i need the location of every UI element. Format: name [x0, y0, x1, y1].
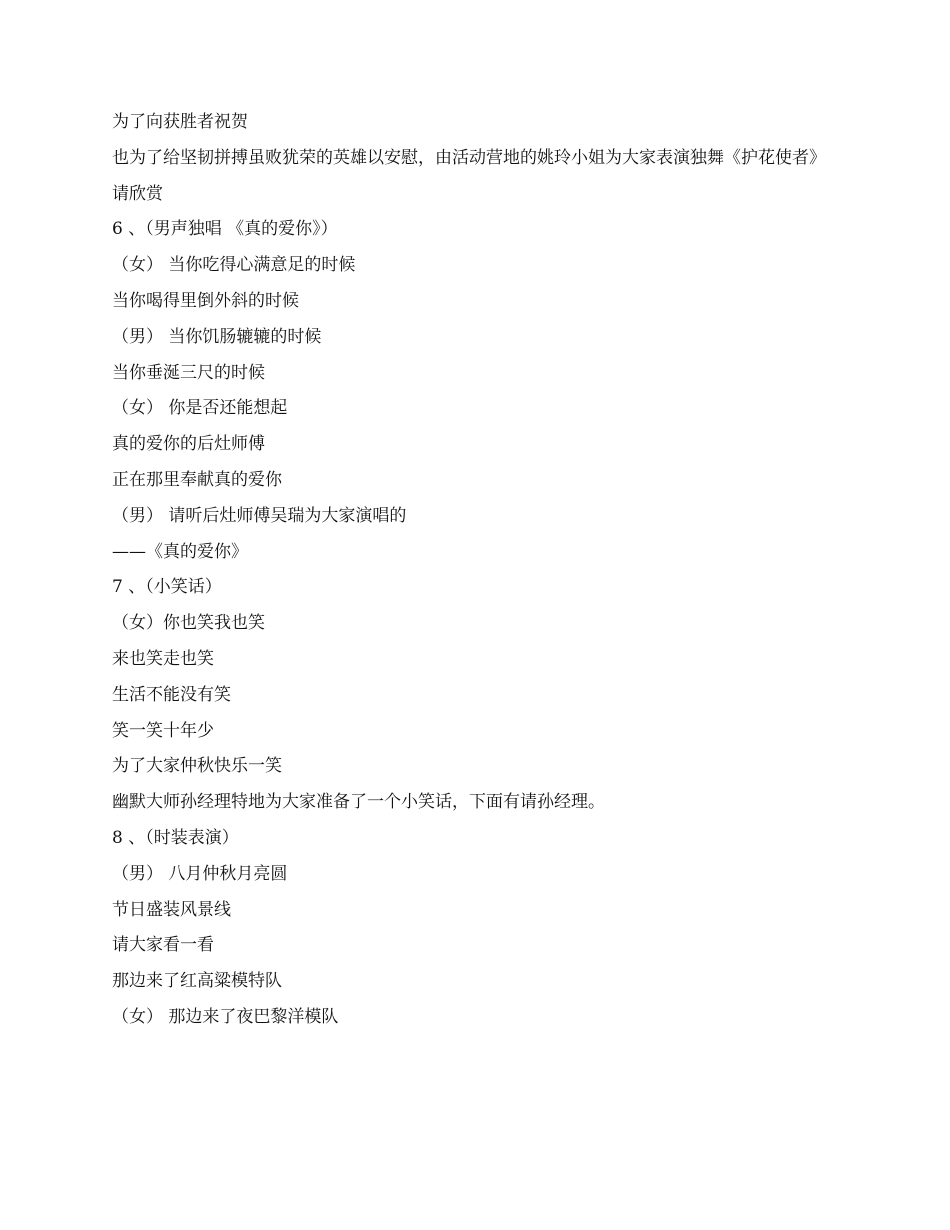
text-line: （女） 你是否还能想起	[112, 398, 288, 419]
text-line: （男） 请听后灶师傅吴瑞为大家演唱的	[112, 505, 407, 526]
text-line: （男） 八月仲秋月亮圆	[112, 863, 288, 884]
section-heading: 8 、（时装表演）	[112, 827, 239, 848]
text-line: ——《真的爱你》	[112, 541, 248, 562]
text-line: 节日盛装风景线	[112, 899, 231, 920]
text-line: 当你喝得里倒外斜的时候	[112, 290, 299, 311]
text-line: （女） 那边来了夜巴黎洋模队	[112, 1006, 339, 1027]
text-line: （女） 当你吃得心满意足的时候	[112, 255, 356, 276]
text-line: 来也笑走也笑	[112, 648, 214, 669]
section-heading: 6 、（男声独唱 《真的爱你》）	[112, 219, 338, 240]
text-line: 为了向获胜者祝贺	[112, 112, 248, 132]
text-line: 请欣赏	[112, 183, 163, 204]
text-line: 当你垂涎三尺的时候	[112, 362, 265, 383]
text-line: 那边来了红高粱模特队	[112, 971, 282, 992]
text-line: 也为了给坚韧拼搏虽败犹荣的英雄以安慰，由活动营地的姚玲小姐为大家表演独舞《护花使者》	[112, 147, 826, 168]
text-line: 为了大家仲秋快乐一笑	[112, 756, 282, 777]
text-line: 生活不能没有笑	[112, 684, 231, 705]
document-body	[112, 111, 847, 1042]
section-heading: 7 、（小笑话）	[112, 577, 222, 598]
text-line: 笑一笑十年少	[112, 720, 214, 741]
text-line: 请大家看一看	[112, 935, 214, 956]
text-line: 正在那里奉献真的爱你	[112, 469, 282, 490]
text-line: （女）你也笑我也笑	[112, 613, 265, 634]
text-line: （男） 当你饥肠辘辘的时候	[112, 326, 322, 347]
text-line: 真的爱你的后灶师傅	[112, 434, 265, 455]
text-line: 幽默大师孙经理特地为大家准备了一个小笑话，下面有请孙经理。	[112, 792, 605, 813]
